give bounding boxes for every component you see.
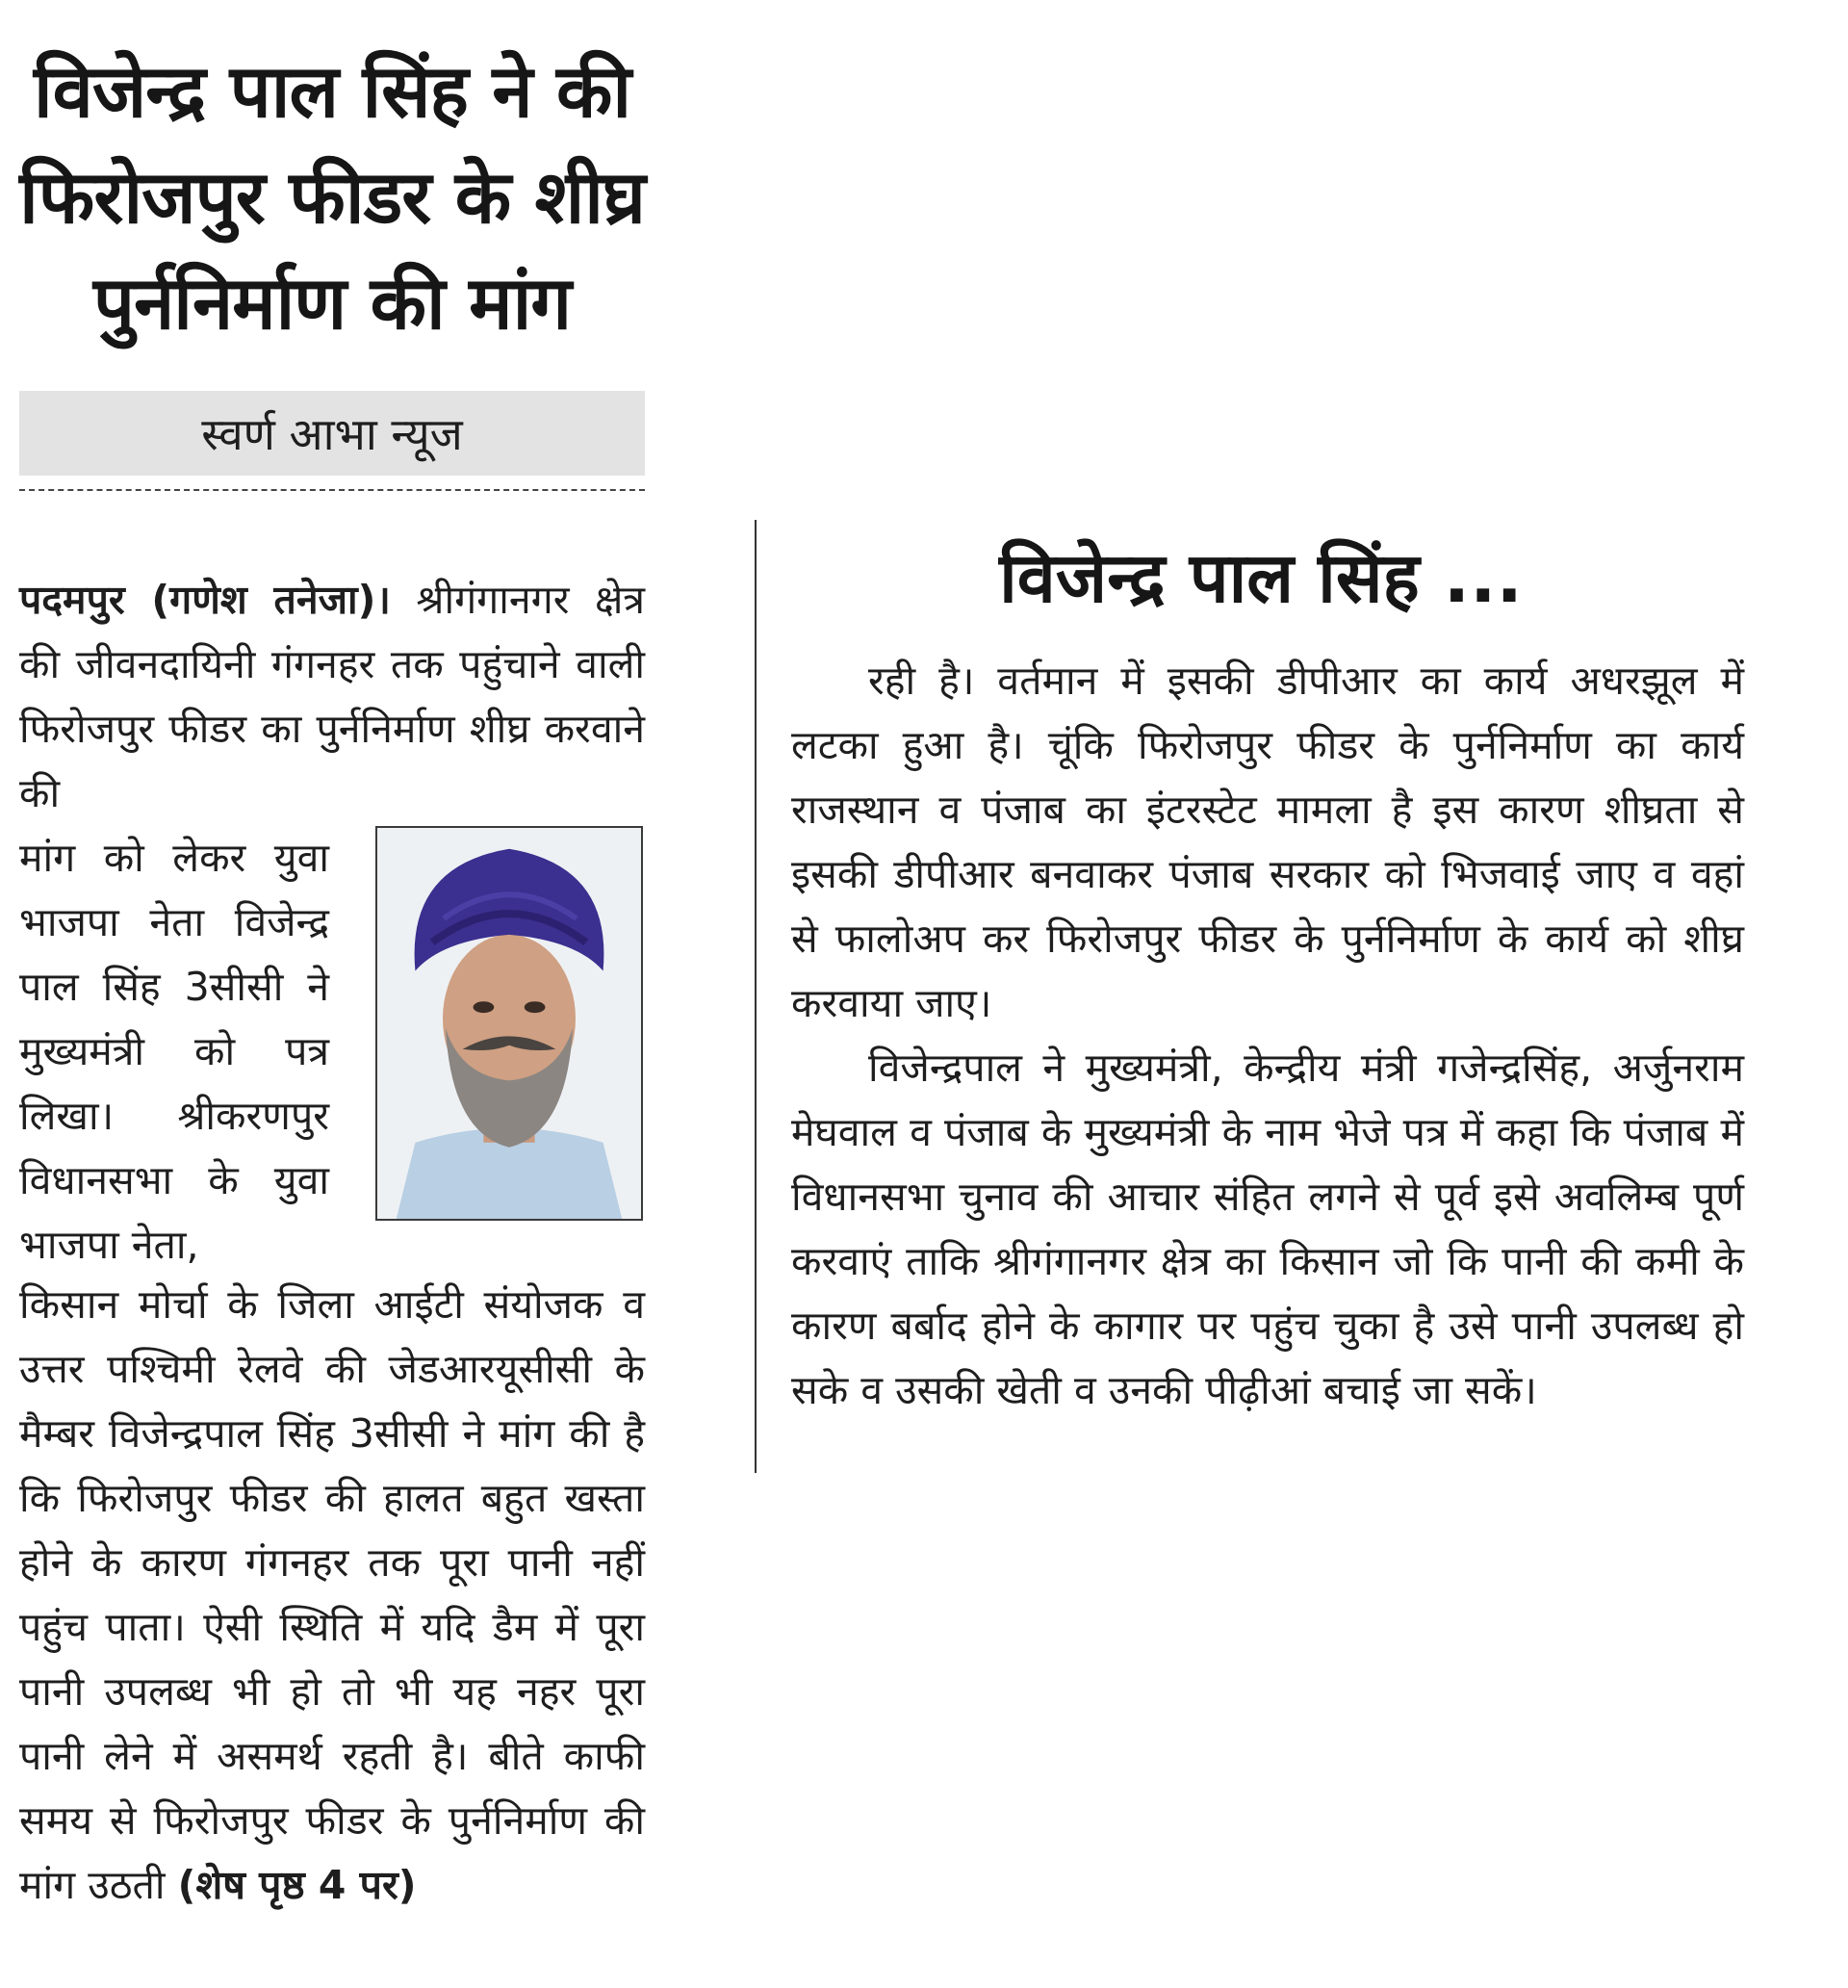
portrait-photo — [375, 826, 643, 1221]
article-intro — [19, 568, 645, 826]
portrait-image — [377, 828, 641, 1219]
byline: स्वर्ण आभा न्यूज — [201, 408, 463, 460]
byline-banner — [19, 391, 645, 476]
continued-note: (शेष पृष्ठ 4 पर) — [177, 1862, 417, 1908]
dashed-divider — [19, 489, 645, 491]
column-divider — [755, 520, 757, 1473]
dateline: पदमपुर (गणेश तनेजा)। — [19, 577, 391, 623]
continuation-paragraph: विजेन्द्रपाल ने मुख्यमंत्री, केन्द्रीय मंत्री गजेन्द्रसिंह, अर्जुनराम मेघवाल व पंजाब के मुख्यमंत्री के नाम भेजे पत्र में कहा कि पंजाब में विधानसभा चुनाव की आचार संहित लगने से पूर्व इसे अवलिम्ब पूर्ण करवाएं ताकि श्रीगंगानगर क्षेत्र का किसान जो कि पानी की कमी के कारण बर्बाद होने के कागार पर पहुंच चुका है उसे पानी उपलब्ध हो सके व उसकी खेती व उनकी पीढ़ीआं बचाई जा सकें। — [791, 1045, 1744, 1413]
continuation-paragraph: रही है। वर्तमान में इसकी डीपीआर का कार्य अधरझूल में लटका हुआ है। चूंकि फिरोजपुर फीडर के पुर्ननिर्माण का कार्य राजस्थान व पंजाब का इंटरस्टेट मामला है इस कारण शीघ्रता से इसकी डीपीआर बनवाकर पंजाब सरकार को भिजवाई जाए व वहां से फालोअप कर फिरोजपुर फीडर के पुर्ननिर्माण के कार्य को शीघ्र करवाया जाए। — [791, 658, 1744, 1026]
article-body — [19, 1273, 645, 1918]
continuation-body — [791, 649, 1744, 1423]
headline: विजेन्द्र पाल सिंह ने की फिरोजपुर फीडर के शीघ्र पुर्ननिर्माण की मांग — [19, 48, 645, 346]
article-wrapped-text: मांग को लेकर युवा भाजपा नेता विजेन्द्र पाल सिंह 3सीसी ने मुख्यमंत्री को पत्र लिखा। श्रीकरणपुर विधानसभा के युवा भाजपा नेता, — [19, 835, 329, 1268]
body-text: किसान मोर्चा के जिला आईटी संयोजक व उत्तर पश्चिमी रेलवे की जेडआरयूसीसी के मैम्बर विजेन्द्रपाल सिंह 3सीसी ने मांग की है कि फिरोजपुर फीडर की हालत बहुत खस्ता होने के कारण गंगनहर तक पूरा पानी नहीं पहुंच पाता। ऐसी स्थिति में यदि डैम में पूरा पानी उपलब्ध भी हो तो भी यह नहर पूरा पानी लेने में असमर्थ रहती है। बीते काफी समय से फिरोजपुर फीडर के पुर्ननिर्माण की मांग उठती — [19, 1281, 645, 1908]
continuation-heading: विजेन्द्र पाल सिंह ... — [999, 537, 1523, 618]
intro-text: श्रीगंगानगर क्षेत्र की जीवनदायिनी गंगनहर तक पहुंचाने वाली फिरोजपुर फीडर का पुर्ननिर्माण शीघ्र करवाने की — [19, 577, 645, 816]
